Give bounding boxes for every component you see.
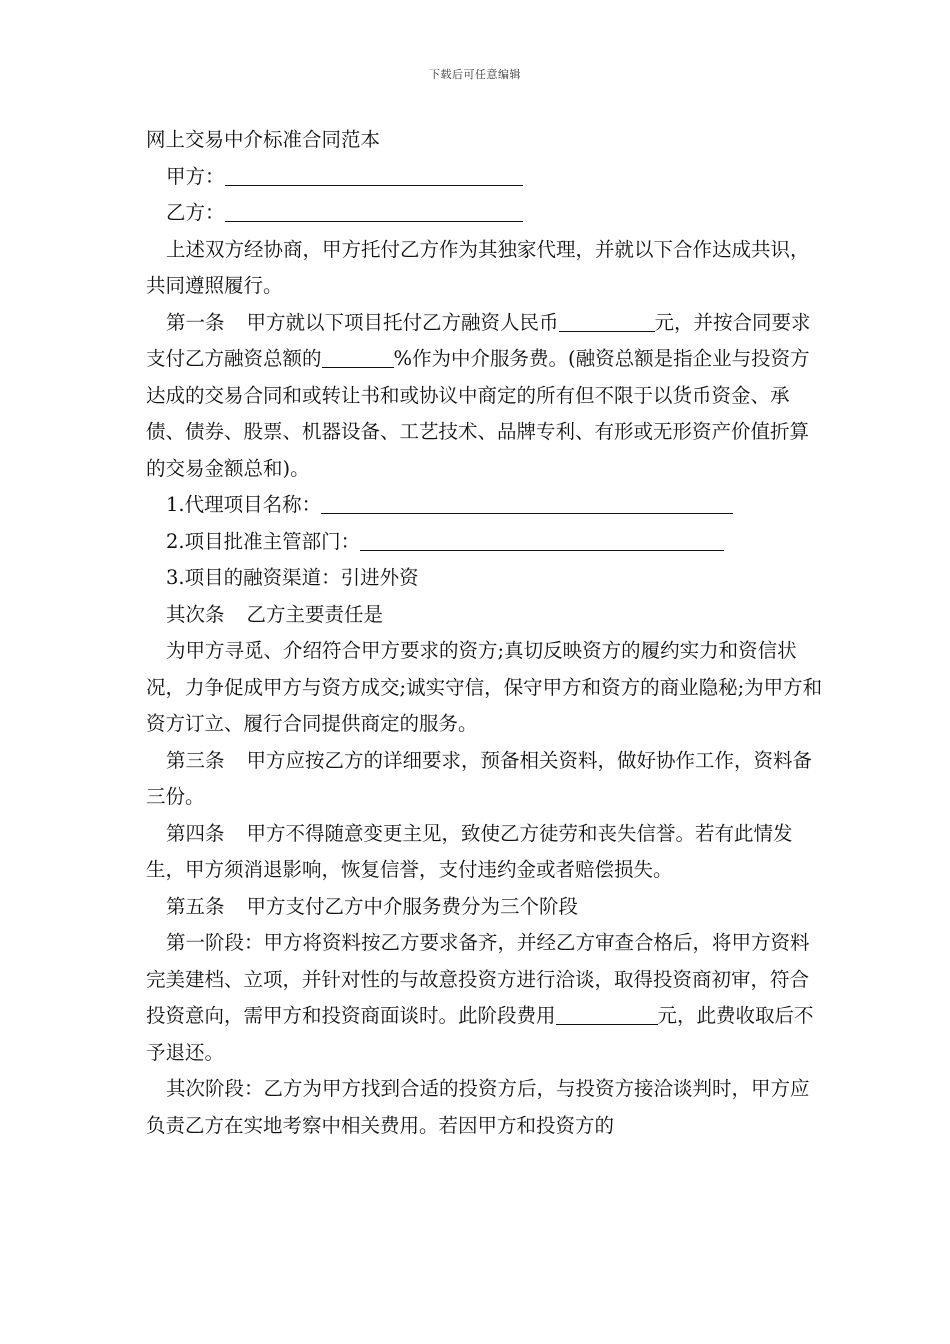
article-4-paragraph xyxy=(146,816,826,889)
stage-1-paragraph xyxy=(146,925,826,1071)
page-header-note: 下载后可任意编辑 xyxy=(429,68,521,81)
article-2-body: 为甲方寻觅、介绍符合甲方要求的资方;真切反映资方的履约实力和资信状况，力争促成甲方与资方成交;诚实守信，保守甲方和资方的商业隐秘;为甲方和资方订立、履行合同提供商定的服务。 xyxy=(146,639,823,735)
article-1-text-b: 元，并按合同要求支付乙方融资总额的 xyxy=(146,310,811,370)
article-3-text: 甲方应按乙方的详细要求，预备相关资料，做好协作工作，资料备三份。 xyxy=(146,748,813,808)
article-5-paragraph xyxy=(146,889,826,926)
item-3-line: 3.项目的融资渠道：引进外资 xyxy=(166,566,419,589)
article-1-paragraph xyxy=(146,305,826,488)
party-a-label: 甲方： xyxy=(166,164,225,188)
financing-amount-blank[interactable] xyxy=(559,309,655,332)
article-3-paragraph xyxy=(146,743,826,816)
party-b-line xyxy=(146,195,826,232)
stage-1-text-b: 元，此费收取后不予退还。 xyxy=(146,1004,814,1064)
article-5-heading: 第五条 xyxy=(166,894,225,918)
item-2-label: 2.项目批准主管部门： xyxy=(166,529,361,553)
document-title: 网上交易中介标准合同范本 xyxy=(146,128,381,151)
item-1-line xyxy=(146,487,826,524)
contract-document xyxy=(146,122,826,1144)
item-1-label: 1.代理项目名称： xyxy=(166,493,322,516)
article-1-heading: 第一条 xyxy=(166,310,225,334)
article-4-heading: 第四条 xyxy=(166,821,225,845)
party-b-label: 乙方： xyxy=(166,201,225,224)
party-b-blank[interactable] xyxy=(225,199,523,222)
stage-1-fee-blank[interactable] xyxy=(556,1002,658,1025)
party-a-line xyxy=(146,159,826,196)
article-1-text-a: 甲方就以下项目托付乙方融资人民币 xyxy=(246,310,559,334)
article-5-text: 甲方支付乙方中介服务费分为三个阶段 xyxy=(246,894,579,918)
article-4-text: 甲方不得随意变更主见，致使乙方徒劳和丧失信誉。若有此情发生，甲方须消退影响，恢复信誉，支付违约金或者赔偿损失。 xyxy=(146,821,793,881)
stage-1-text-a: 第一阶段：甲方将资料按乙方要求备齐，并经乙方审查合格后，将甲方资料完美建档、立项，并针对性的与故意投资方进行洽谈，取得投资商初审，符合投资意向，需甲方和投资商面谈时。此阶段费用 xyxy=(146,931,810,1027)
article-3-heading: 第三条 xyxy=(166,748,225,772)
approval-department-blank[interactable] xyxy=(360,528,724,551)
project-name-blank[interactable] xyxy=(321,491,733,514)
article-1-text-c: %作为中介服务费。(融资总额是指企业与投资方达成的交易合同和或转让书和或协议中商定的所有但不限于以货币资金、承债、债券、股票、机器设备、工艺技术、品牌专利、有形或无形资产价值折算的交易金额总和)。 xyxy=(146,347,810,480)
party-a-blank[interactable] xyxy=(225,163,523,186)
article-2-heading: 其次条 xyxy=(166,602,225,626)
article-2-title: 乙方主要责任是 xyxy=(246,602,384,626)
fee-percent-blank[interactable] xyxy=(322,345,394,368)
intro-paragraph: 上述双方经协商，甲方托付乙方作为其独家代理，并就以下合作达成共识，共同遵照履行。 xyxy=(146,237,810,297)
item-2-line xyxy=(146,524,826,561)
stage-2-paragraph: 其次阶段：乙方为甲方找到合适的投资方后，与投资方接洽谈判时，甲方应负责乙方在实地考察中相关费用。若因甲方和投资方的 xyxy=(146,1077,810,1137)
article-2-title-line xyxy=(146,597,826,634)
